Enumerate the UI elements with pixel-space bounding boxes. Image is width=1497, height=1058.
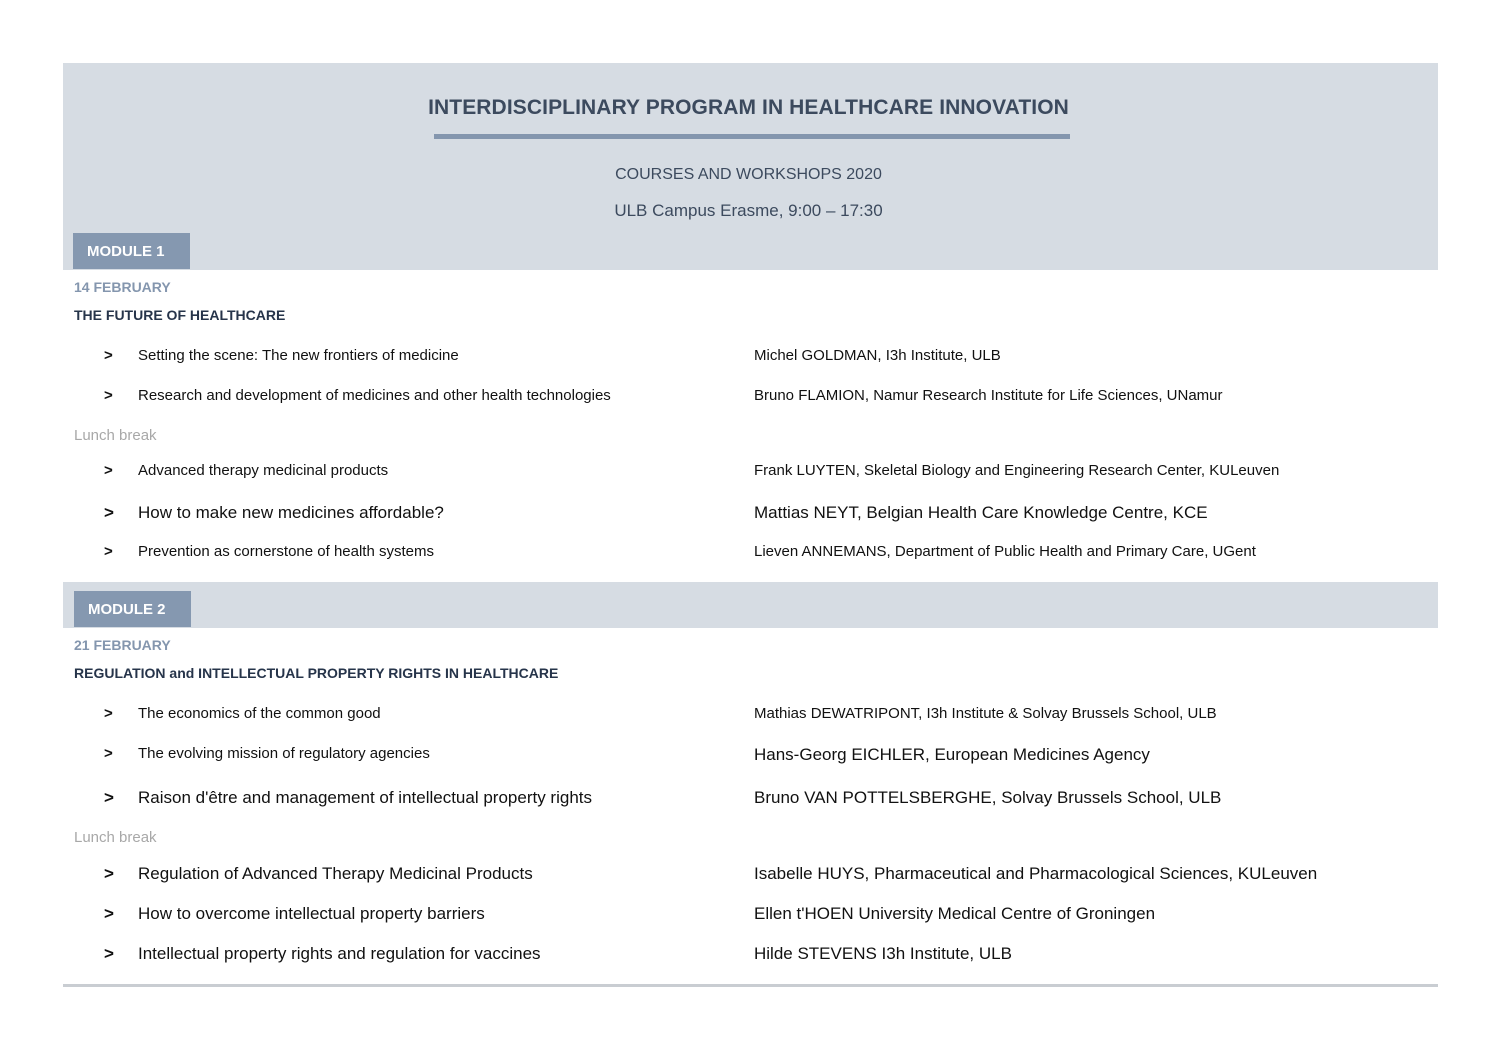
session-speaker: Hans-Georg EICHLER, European Medicines Agency bbox=[754, 745, 1150, 764]
session-topic: Prevention as cornerstone of health systems bbox=[138, 543, 434, 560]
lunch-break-label: Lunch break bbox=[74, 829, 157, 846]
bullet-marker: > bbox=[104, 864, 114, 883]
session-speaker: Michel GOLDMAN, I3h Institute, ULB bbox=[754, 347, 1001, 364]
bottom-divider bbox=[63, 984, 1438, 987]
session-speaker: Lieven ANNEMANS, Department of Public Health and Primary Care, UGent bbox=[754, 543, 1256, 560]
module-1-theme: THE FUTURE OF HEALTHCARE bbox=[74, 307, 286, 323]
session-speaker: Hilde STEVENS I3h Institute, ULB bbox=[754, 944, 1012, 963]
page-subtitle: COURSES AND WORKSHOPS 2020 bbox=[615, 166, 882, 183]
bullet-marker: > bbox=[104, 543, 113, 560]
session-topic: Regulation of Advanced Therapy Medicinal Products bbox=[138, 864, 533, 883]
session-topic: Advanced therapy medicinal products bbox=[138, 462, 389, 479]
module-2-band bbox=[63, 582, 1438, 628]
module-2-theme: REGULATION and INTELLECTUAL PROPERTY RIGHTS IN HEALTHCARE bbox=[74, 665, 559, 681]
bullet-marker: > bbox=[104, 503, 114, 522]
session-speaker: Bruno VAN POTTELSBERGHE, Solvay Brussels School, ULB bbox=[754, 788, 1222, 807]
session-topic: How to make new medicines affordable? bbox=[138, 503, 444, 522]
module-2-tab: MODULE 2 bbox=[74, 591, 191, 627]
session-topic: Raison d'être and management of intellectual property rights bbox=[138, 788, 593, 807]
bullet-marker: > bbox=[104, 904, 114, 923]
module-1-tab: MODULE 1 bbox=[73, 233, 190, 269]
session-speaker: Mathias DEWATRIPONT, I3h Institute & Solvay Brussels School, ULB bbox=[754, 705, 1217, 722]
title-underline bbox=[434, 134, 1070, 139]
session-topic: Research and development of medicines and other health technologies bbox=[138, 387, 611, 404]
session-topic: The evolving mission of regulatory agencies bbox=[138, 745, 430, 762]
session-topic: Intellectual property rights and regulation for vaccines bbox=[138, 944, 541, 963]
module-1-date: 14 FEBRUARY bbox=[74, 279, 171, 295]
module-2-date: 21 FEBRUARY bbox=[74, 637, 171, 653]
session-speaker: Isabelle HUYS, Pharmaceutical and Pharmacological Sciences, KULeuven bbox=[754, 864, 1318, 883]
location-time: ULB Campus Erasme, 9:00 – 17:30 bbox=[614, 201, 883, 220]
page-title: INTERDISCIPLINARY PROGRAM IN HEALTHCARE INNOVATION bbox=[428, 96, 1069, 119]
session-topic: The economics of the common good bbox=[138, 705, 381, 722]
bullet-marker: > bbox=[104, 462, 113, 479]
session-topic: How to overcome intellectual property barriers bbox=[138, 904, 485, 923]
bullet-marker: > bbox=[104, 347, 113, 364]
bullet-marker: > bbox=[104, 745, 113, 762]
bullet-marker: > bbox=[104, 788, 114, 807]
bullet-marker: > bbox=[104, 705, 113, 722]
session-speaker: Bruno FLAMION, Namur Research Institute for Life Sciences, UNamur bbox=[754, 387, 1223, 404]
session-speaker: Mattias NEYT, Belgian Health Care Knowledge Centre, KCE bbox=[754, 503, 1208, 522]
session-speaker: Ellen t'HOEN University Medical Centre of Groningen bbox=[754, 904, 1156, 923]
bullet-marker: > bbox=[104, 387, 113, 404]
lunch-break-label: Lunch break bbox=[74, 427, 157, 444]
session-topic: Setting the scene: The new frontiers of medicine bbox=[138, 347, 459, 364]
bullet-marker: > bbox=[104, 944, 114, 963]
session-speaker: Frank LUYTEN, Skeletal Biology and Engineering Research Center, KULeuven bbox=[754, 462, 1280, 479]
